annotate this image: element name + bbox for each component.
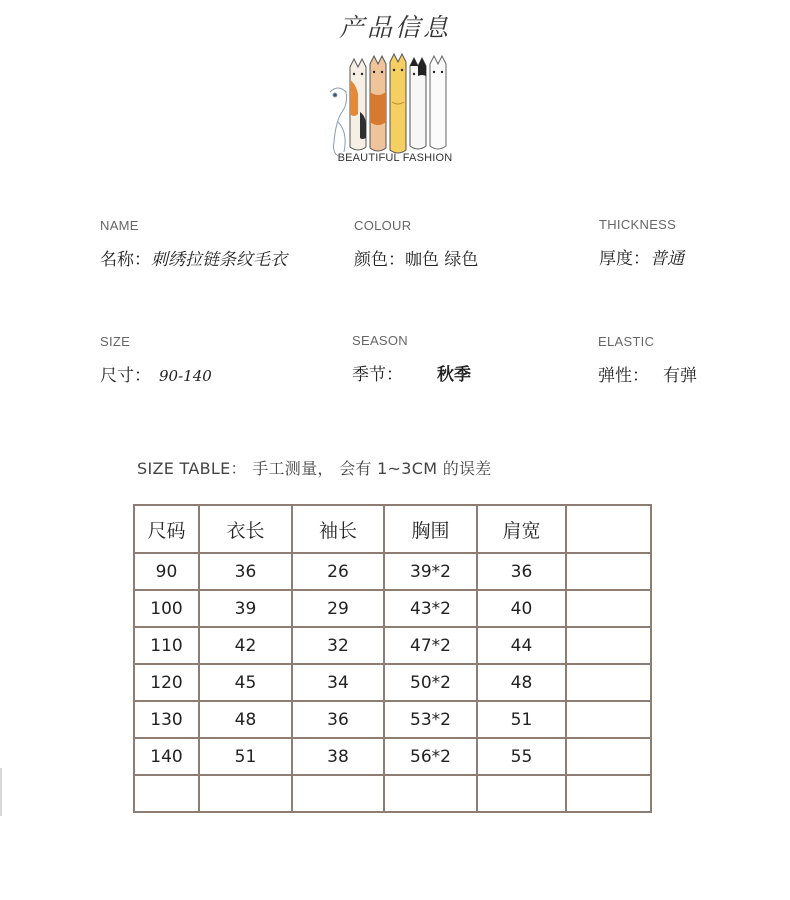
size-table-caption: SIZE TABLE： 手工测量， 会有 1~3CM 的误差 [137,459,492,478]
table-cell: 51 [477,701,566,738]
table-cell: 32 [292,627,384,664]
table-cell: 29 [292,590,384,627]
table-cell: 55 [477,738,566,775]
table-cell [566,775,651,812]
field-season-value: 秋季 [437,365,471,385]
field-thickness-value: 普通 [650,249,684,269]
header-cell: 袖长 [292,505,384,553]
edge-divider [0,768,2,816]
table-cell: 130 [134,701,199,738]
field-season-en: SEASON [352,333,408,348]
table-cell: 39*2 [384,553,477,590]
field-size [100,334,212,386]
field-elastic-label: 弹性： [598,366,649,386]
field-colour [354,218,478,270]
table-cell [134,775,199,812]
table-row [134,664,651,701]
header-cell: 肩宽 [477,505,566,553]
field-name [100,218,287,270]
table-cell [199,775,292,812]
table-cell: 48 [477,664,566,701]
table-cell: 50*2 [384,664,477,701]
field-name-value: 刺绣拉链条纹毛衣 [151,250,287,270]
field-elastic-en: ELASTIC [598,334,655,349]
table-row [134,627,651,664]
field-size-en: SIZE [100,334,131,349]
field-thickness [599,217,684,269]
table-cell: 43*2 [384,590,477,627]
table-cell: 34 [292,664,384,701]
table-cell: 44 [477,627,566,664]
header-cell: 衣长 [199,505,292,553]
table-cell: 56*2 [384,738,477,775]
field-colour-en: COLOUR [354,218,412,233]
table-row [134,775,651,812]
header-cell: 胸围 [384,505,477,553]
field-elastic-value: 有弹 [663,366,697,386]
table-cell: 39 [199,590,292,627]
table-cell: 40 [477,590,566,627]
table-row [134,738,651,775]
logo-caption: BEAUTIFUL FASHION [337,152,453,164]
field-name-label: 名称： [100,250,151,270]
table-cell: 36 [477,553,566,590]
table-cell: 36 [292,701,384,738]
table-cell: 51 [199,738,292,775]
table-cell [566,664,651,701]
table-cell: 42 [199,627,292,664]
table-cell [566,738,651,775]
field-colour-label: 颜色： [354,250,405,270]
table-cell: 48 [199,701,292,738]
table-cell: 100 [134,590,199,627]
table-row [134,553,651,590]
field-name-en: NAME [100,218,139,233]
page-title: 产品信息 [338,13,451,42]
table-cell: 53*2 [384,701,477,738]
size-table [133,504,652,813]
header-cell: 尺码 [134,505,199,553]
field-size-label: 尺寸： [100,366,151,386]
table-row [134,590,651,627]
field-season [352,333,471,385]
table-cell: 140 [134,738,199,775]
table-cell [566,553,651,590]
table-cell [566,590,651,627]
field-colour-value: 咖色 绿色 [405,250,479,270]
table-cell [477,775,566,812]
table-cell: 26 [292,553,384,590]
table-row [134,701,651,738]
table-cell: 36 [199,553,292,590]
table-cell [292,775,384,812]
table-cell: 110 [134,627,199,664]
table-cell: 90 [134,553,199,590]
table-cell [566,627,651,664]
field-elastic [598,334,697,386]
table-cell: 45 [199,664,292,701]
table-cell: 38 [292,738,384,775]
field-size-value: 90-140 [159,367,212,385]
table-cell [566,701,651,738]
header-cell [566,505,651,553]
field-thickness-en: THICKNESS [599,217,677,232]
table-header-row [134,505,651,553]
table-cell: 47*2 [384,627,477,664]
field-thickness-label: 厚度： [599,249,650,269]
field-season-label: 季节： [352,365,403,385]
table-cell [384,775,477,812]
table-cell: 120 [134,664,199,701]
